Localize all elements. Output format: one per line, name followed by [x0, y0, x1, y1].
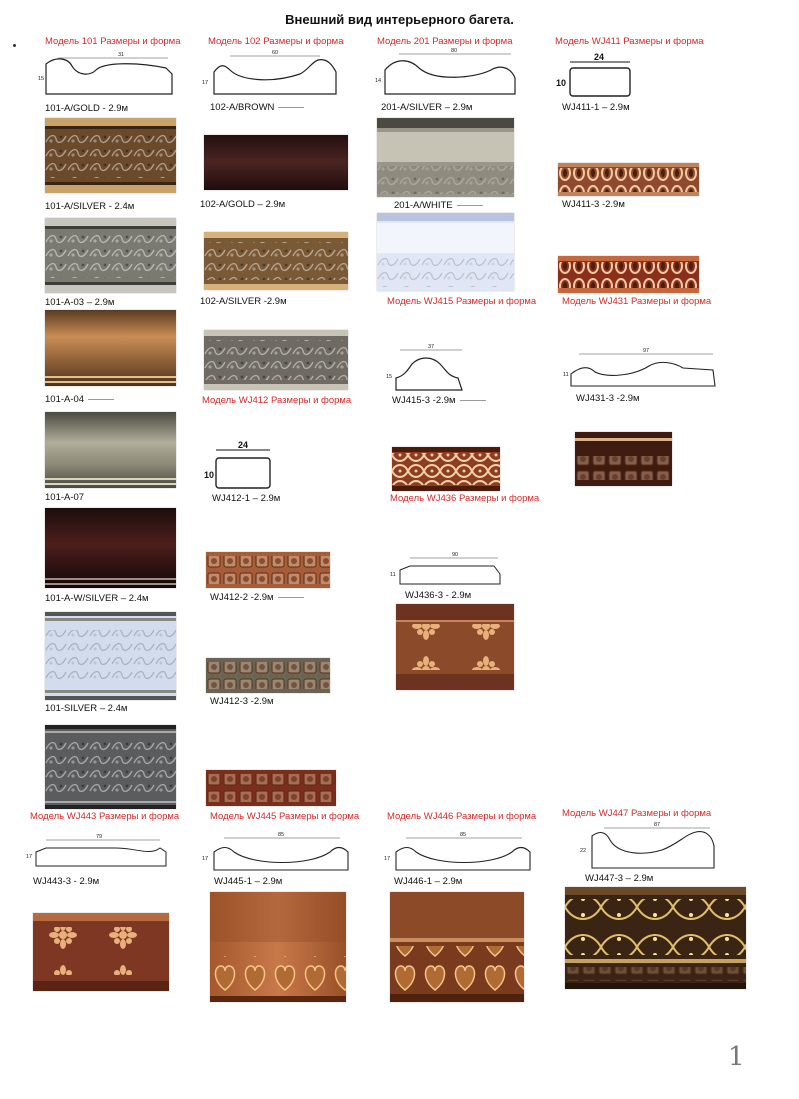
- dim-width: 37: [428, 344, 435, 350]
- swatch-wj446-1: [390, 892, 524, 1002]
- swatch-201-a-white: [377, 213, 514, 291]
- swatch-wj415-3: [392, 447, 500, 491]
- profile-drawing-102: [200, 50, 350, 100]
- dim-width: 97: [643, 348, 650, 354]
- dim-width: 24: [238, 440, 249, 450]
- caption-101-a-04: 101-A-04: [45, 394, 114, 405]
- swatch-102-a-silver: [204, 330, 348, 390]
- dim-height: 15: [386, 374, 393, 380]
- dim-height: 10: [556, 78, 567, 88]
- dim-width: 90: [452, 552, 459, 558]
- header-model-201: Модель 201 Размеры и форма: [377, 36, 513, 47]
- swatch-101-silver: [45, 725, 176, 809]
- dim-height: 17: [202, 80, 209, 86]
- swatch-wj412-2: [206, 552, 330, 588]
- swatch-wj411-3: [558, 256, 699, 293]
- swatch-wj431-3: [575, 432, 672, 486]
- header-model-102: Модель 102 Размеры и форма: [208, 36, 344, 47]
- dim-width: 85: [460, 832, 467, 838]
- dim-height: 11: [390, 572, 396, 578]
- header-model-wj415: Модель WJ415 Размеры и форма: [387, 296, 537, 307]
- dim-width: 60: [272, 50, 279, 56]
- caption-201-a-white: 201-A/WHITE: [394, 200, 483, 211]
- dim-width: 80: [451, 48, 458, 54]
- profile-drawing-201: [375, 48, 525, 100]
- swatch-wj443-3: [33, 913, 169, 991]
- dim-height: 15: [38, 76, 45, 82]
- caption-wj445-1: WJ445-1 – 2.9м: [214, 876, 283, 887]
- caption-201-a-silver: 201-A/SILVER – 2.9м: [381, 102, 473, 113]
- caption-102-a-silver: 102-A/SILVER -2.9м: [200, 296, 287, 307]
- header-model-wj411: Модель WJ411 Размеры и форма: [555, 36, 704, 47]
- swatch-101-a-07: [45, 508, 176, 588]
- swatch-102-a-gold: [204, 232, 348, 290]
- caption-101-silver: 101-SILVER – 2.4м: [45, 703, 128, 714]
- dim-width: 24: [594, 52, 605, 62]
- profile-drawing-101: [38, 52, 178, 98]
- caption-wj446-1: WJ446-1 – 2.9м: [394, 876, 463, 887]
- header-model-wj446: Модель WJ446 Размеры и форма: [387, 811, 537, 822]
- dim-width: 31: [118, 52, 125, 58]
- swatch-102-a-brown: [204, 135, 348, 190]
- caption-wj431-3: WJ431-3 -2.9м: [576, 393, 640, 404]
- page-number: 1: [728, 1042, 745, 1072]
- swatch-101-a-04: [45, 412, 176, 488]
- caption-102-a-gold: 102-A/GOLD – 2.9м: [200, 199, 286, 210]
- swatch-101-a-w-silver: [45, 612, 176, 700]
- profile-drawing-wj431: [563, 346, 723, 392]
- dim-height: 11: [563, 372, 569, 378]
- caption-101-a-silver: 101-A/SILVER - 2.4м: [45, 201, 135, 212]
- profile-drawing-wj411: [552, 52, 642, 100]
- header-model-wj447: Модель WJ447 Размеры и форма: [562, 808, 712, 819]
- profile-drawing-wj415: [380, 340, 490, 396]
- caption-101-a-03: 101-A-03 – 2.9м: [45, 297, 115, 308]
- caption-101-a-w-silver: 101-A-W/SILVER – 2.4м: [45, 593, 149, 604]
- caption-wj412-2: WJ412-2 -2.9м: [210, 592, 304, 603]
- swatch-101-a-silver: [45, 218, 176, 293]
- dim-height: 17: [384, 856, 391, 862]
- profile-drawing-wj447: [578, 822, 728, 874]
- swatch-wj447-3: [565, 887, 746, 989]
- caption-wj415-3: WJ415-3 -2.9м: [392, 395, 486, 406]
- caption-wj411-1: WJ411-1 – 2.9м: [562, 102, 630, 113]
- profile-drawing-wj412: [200, 438, 280, 490]
- dim-height: 10: [204, 470, 215, 480]
- swatch-wj411-1: [558, 163, 699, 196]
- dim-height: 22: [580, 848, 587, 854]
- swatch-wj445-1: [210, 892, 346, 1002]
- caption-wj443-3: WJ443-3 - 2.9м: [33, 876, 100, 887]
- speck: [13, 44, 16, 47]
- dim-height: 17: [26, 854, 33, 860]
- caption-wj411-3: WJ411-3 -2.9м: [562, 199, 625, 210]
- header-model-101: Модель 101 Размеры и форма: [45, 36, 181, 47]
- swatch-wj436-3: [396, 604, 514, 690]
- swatch-wj412-3: [206, 658, 330, 693]
- page-title: Внешний вид интерьерного багета.: [285, 12, 514, 27]
- header-model-wj412: Модель WJ412 Размеры и форма: [202, 395, 352, 406]
- caption-wj447-3: WJ447-3 – 2.9м: [585, 873, 654, 884]
- dim-width: 85: [278, 832, 285, 838]
- dim-width: 87: [654, 822, 661, 828]
- profile-drawing-wj445: [200, 830, 360, 876]
- profile-drawing-wj446: [382, 830, 542, 876]
- swatch-wj412-copper: [206, 770, 336, 806]
- profile-drawing-wj436: [390, 550, 510, 590]
- header-model-wj445: Модель WJ445 Размеры и форма: [210, 811, 360, 822]
- caption-101-a-gold: 101-A/GOLD - 2.9м: [45, 103, 129, 114]
- caption-102-a-brown: 102-A/BROWN: [210, 102, 304, 113]
- profile-drawing-wj443: [26, 832, 176, 872]
- dim-height: 14: [375, 78, 382, 84]
- caption-wj436-3: WJ436-3 - 2.9м: [405, 590, 472, 601]
- swatch-101-a-03: [45, 310, 176, 386]
- header-model-wj443: Модель WJ443 Размеры и форма: [30, 811, 180, 822]
- swatch-101-a-gold: [45, 118, 176, 193]
- caption-wj412-3: WJ412-3 -2.9м: [210, 696, 274, 707]
- caption-101-a-07: 101-A-07: [45, 492, 85, 503]
- header-model-wj431: Модель WJ431 Размеры и форма: [562, 296, 712, 307]
- swatch-201-a-silver: [377, 118, 514, 197]
- header-model-wj436: Модель WJ436 Размеры и форма: [390, 493, 540, 504]
- caption-wj412-1: WJ412-1 – 2.9м: [212, 493, 281, 504]
- dim-width: 79: [96, 834, 103, 840]
- dim-height: 17: [202, 856, 209, 862]
